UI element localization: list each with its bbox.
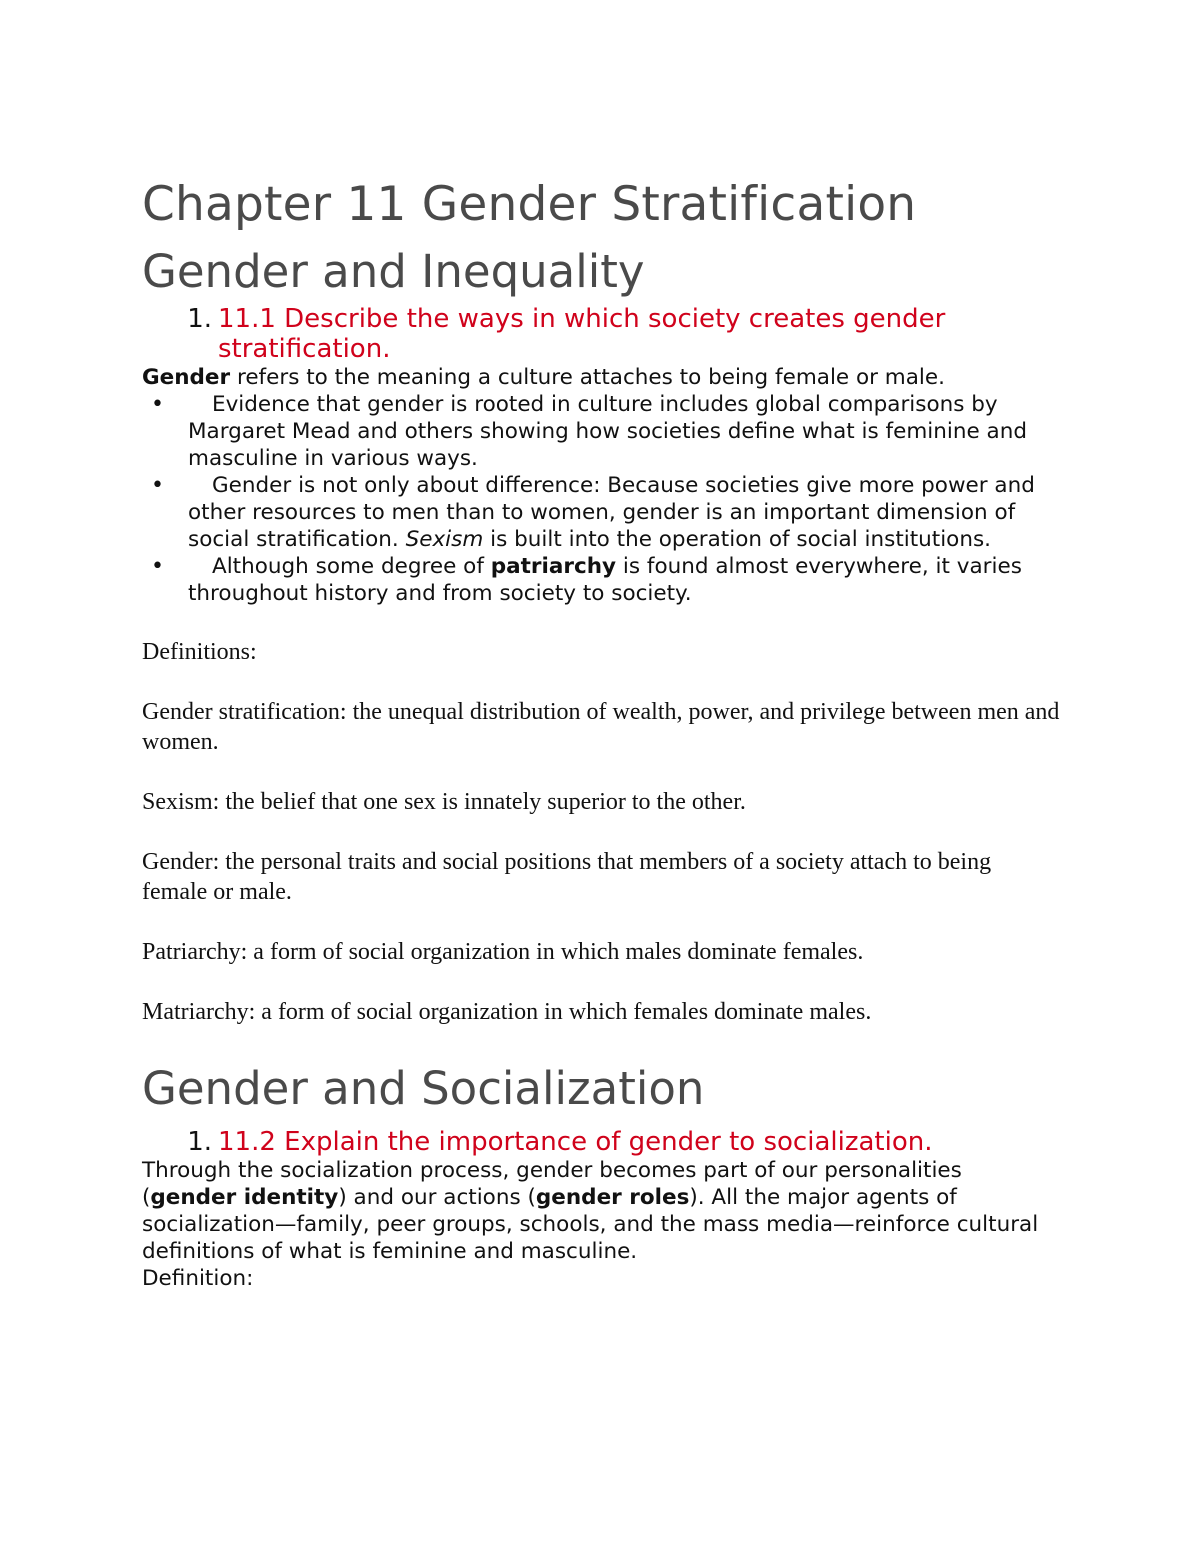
gender-identity-term: gender identity (150, 1185, 339, 1210)
learning-objective-11-1 (142, 304, 1062, 364)
bullet-item (142, 553, 1062, 607)
bullet-text: is built into the operation of social institutions. (483, 527, 991, 552)
socialization-paragraph (142, 1157, 1062, 1265)
definition-item: Sexism: the belief that one sex is innately superior to the other. (142, 789, 746, 815)
paragraph-text: ). All the major agents of socialization—family, peer groups, schools, and the mass media—reinforce cultural definitions of what is feminine and masculine. (142, 1185, 1039, 1264)
section-heading-inequality: Gender and Inequality (142, 245, 645, 298)
bullet-icon: • (151, 554, 164, 579)
definition-item: Patriarchy: a form of social organization in which males dominate females. (142, 939, 864, 965)
definition-item: Matriarchy: a form of social organization in which females dominate males. (142, 999, 872, 1025)
objective-text: 11.2 Explain the importance of gender to socialization. (218, 1127, 933, 1157)
document-page (142, 170, 1062, 1292)
objective-number: 1. (187, 1127, 212, 1157)
bullet-icon: • (151, 392, 164, 417)
gender-intro-text: refers to the meaning a culture attaches to being female or male. (230, 365, 945, 390)
gender-term: Gender (142, 365, 231, 390)
paragraph-text: Through the socialization process, gender becomes part of our personalities ( (142, 1158, 962, 1210)
bullet-text: Evidence that gender is rooted in culture includes global comparisons by Margaret Mead and others showing how societies define what is feminine and masculine in various ways. (188, 392, 1028, 471)
definition-item: Gender: the personal traits and social positions that members of a society attach to being female or male. (142, 849, 992, 905)
bullet-text: Although some degree of (212, 554, 491, 579)
objective-number: 1. (187, 304, 212, 334)
sexism-term: Sexism (405, 527, 484, 552)
bullet-item (142, 391, 1062, 472)
definition-label: Definition: (142, 1266, 254, 1291)
objective-text: 11.1 Describe the ways in which society creates gender stratification. (218, 304, 946, 364)
bullet-icon: • (151, 473, 164, 498)
learning-objective-11-2 (142, 1127, 1062, 1157)
paragraph-text: ) and our actions ( (338, 1185, 536, 1210)
bullet-text: is found almost everywhere, it varies throughout history and from society to society. (188, 554, 1022, 606)
bullet-item (142, 472, 1062, 553)
gender-intro-paragraph (142, 364, 1062, 391)
gender-roles-term: gender roles (535, 1185, 690, 1210)
definitions-label: Definitions: (142, 639, 257, 665)
definition-item: Gender stratification: the unequal distribution of wealth, power, and privilege between men and women. (142, 699, 1060, 755)
section-heading-socialization: Gender and Socialization (142, 1062, 705, 1115)
bullet-list (142, 391, 1062, 607)
bullet-text: Gender is not only about difference: Because societies give more power and other resources to men than to women, gender is an important dimension of social stratification. (188, 473, 1035, 552)
document-title: Chapter 11 Gender Stratification (142, 177, 917, 232)
patriarchy-term: patriarchy (490, 554, 617, 579)
